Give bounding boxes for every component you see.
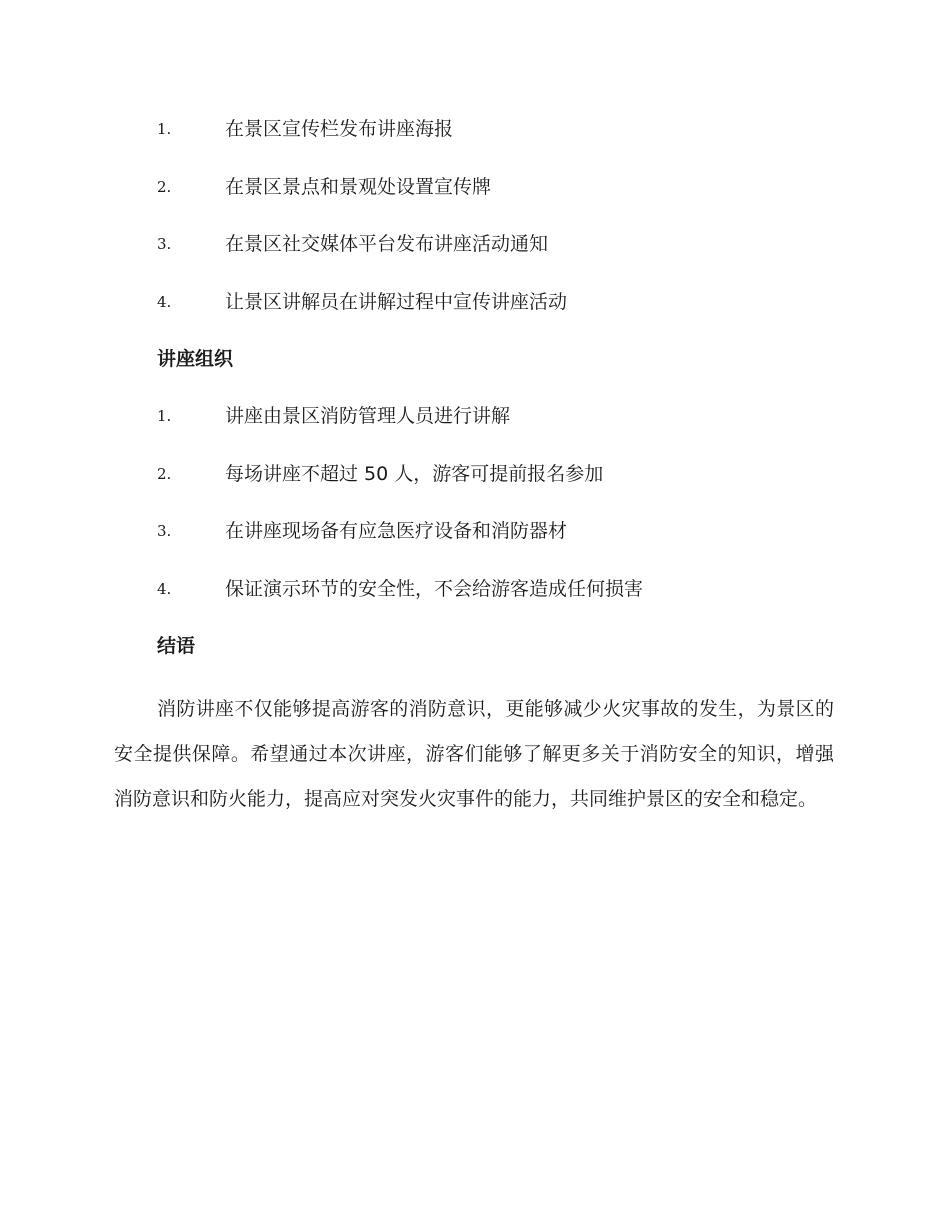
list-item-text: 讲座由景区消防管理人员进行讲解 <box>225 405 511 427</box>
list-item <box>0 577 950 635</box>
list-item-number: 3. <box>157 522 172 540</box>
organization-list <box>0 404 950 634</box>
list-item-text: 保证演示环节的安全性，不会给游客造成任何损害 <box>225 577 644 600</box>
list-item-number: 4. <box>157 292 172 311</box>
list-item-number: 1. <box>157 120 172 138</box>
list-item-number: 2. <box>157 464 172 483</box>
section-heading-conclusion: 结语 <box>157 635 196 657</box>
list-item <box>0 232 950 290</box>
list-item <box>0 175 950 233</box>
list-item-text: 在景区宣传栏发布讲座海报 <box>225 118 454 140</box>
list-item-text: 在景区社交媒体平台发布讲座活动通知 <box>225 233 549 255</box>
list-item-text: 让景区讲解员在讲解过程中宣传讲座活动 <box>225 290 568 313</box>
list-item-text: 在景区景点和景观处设置宣传牌 <box>225 175 492 198</box>
list-item-text: 每场讲座不超过 50 人，游客可提前报名参加 <box>225 462 604 485</box>
list-item-text: 在讲座现场备有应急医疗设备和消防器材 <box>225 520 568 542</box>
promotion-list <box>0 117 950 347</box>
list-item <box>0 462 950 520</box>
list-item <box>0 290 950 348</box>
list-item-number: 3. <box>157 235 172 253</box>
conclusion-paragraph: 消防讲座不仅能够提高游客的消防意识，更能够减少火灾事故的发生，为景区的安全提供保障。希望通过本次讲座，游客们能够了解更多关于消防安全的知识，增强消防意识和防火能力，提高应对突发火灾事件的能力，共同维护景区的安全和稳定。 <box>114 698 834 810</box>
list-item <box>0 519 950 577</box>
list-item <box>0 404 950 462</box>
list-item <box>0 117 950 175</box>
list-item-number: 4. <box>157 579 172 598</box>
list-item-number: 1. <box>157 407 172 425</box>
section-heading-organization: 讲座组织 <box>157 348 234 370</box>
list-item-number: 2. <box>157 177 172 196</box>
